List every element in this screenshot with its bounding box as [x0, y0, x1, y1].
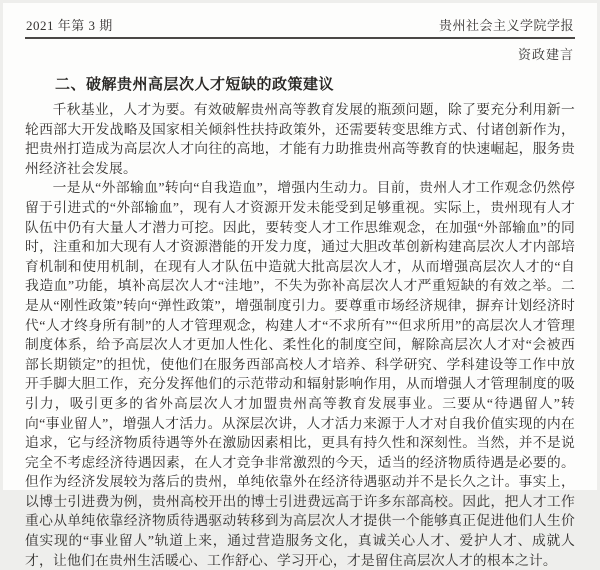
- journal-title: 贵州社会主义学院学报: [438, 18, 574, 33]
- paragraph-intro: 千秋基业，人才为要。有效破解贵州高等教育发展的瓶颈问题，除了要充分利用新一轮西部大开发战略及国家相关倾斜性扶持政策外，还需要转变思维方式、付诸创新作为，把贵州打造成为高层次人才向往的高地，才能有力助推贵州高等教育的快速崛起，服务贵州经济社会发展。: [25, 102, 575, 176]
- issue-label: 2021 年第 3 期: [26, 18, 113, 33]
- journal-page: [3, 3, 597, 568]
- section-heading: 二、破解贵州高层次人才短缺的政策建议: [55, 76, 335, 93]
- paragraph-recommendations: 一是从“外部输血”转向“自我造血”，增强内生动力。目前，贵州人才工作观念仍然停留于引进式的“外部输血”，现有人才资源开发未能受到足够重视。实际上，贵州现有人才队伍中仍有大量人才潜力可挖。因此，要转变人才工作思维观念，在加强“外部输血”的同时，注重和加大现有人才资源潜能的开发力度，通过大胆改革创新构建高层次人才内部培育机制和使用机制，在现有人才队伍中造就大批高层次人才，从而增强高层次人才的“自我造血”功能，填补高层次人才“洼地”，不失为弥补高层次人才严重短缺的有效之举。二是从“刚性政策”转向“弹性政策”，增强制度引力。要尊重市场经济规律，摒弃计划经济时代“人才终身所有制”的人才管理观念，构建人才“不求所有”“但求所用”的高层次人才管理制度体系，给予高层次人才更加人性化、柔性化的制度空间，解除高层次人才对“会被西部长期锁定”的担忧，使他们在服务西部高校人才培养、科学研究、学科建设等工作中放开手脚大胆工作，充分发挥他们的示范带动和辐射影响作用，从而增强人才管理制度的吸引力，吸引更多的省外高层次人才加盟贵州高等教育发展事业。三要从“待遇留人”转向“事业留人”，增强人才活力。从深层次讲，人才活力来源于人才对自我价值实现的内在追求，它与经济物质待遇等外在激励因素相比，更具有持久性和深刻性。当然，并不是说完全不考虑经济待遇因素，在人才竞争非常激烈的今天，适当的经济物质待遇是必要的。但作为经济发展较为落后的贵州，单纯依靠外在经济待遇驱动并不是长久之计。事实上，以博士引进费为例，贵州高校开出的博士引进费远高于许多东部高校。因此，把人才工作重心从单纯依靠经济物质待遇驱动转移到为高层次人才提供一个能够真正促进他们人生价值实现的“事业留人”轨道上来，通过营造服务文化，真诚关心人才、爱护人才、成就人才，让他们在贵州生活暖心、工作舒心、学习开心，才是留住高层次人才的根本之计。: [25, 180, 575, 568]
- article-body: [25, 100, 575, 570]
- running-head: [25, 13, 575, 37]
- column-label: 资政建言: [517, 47, 574, 62]
